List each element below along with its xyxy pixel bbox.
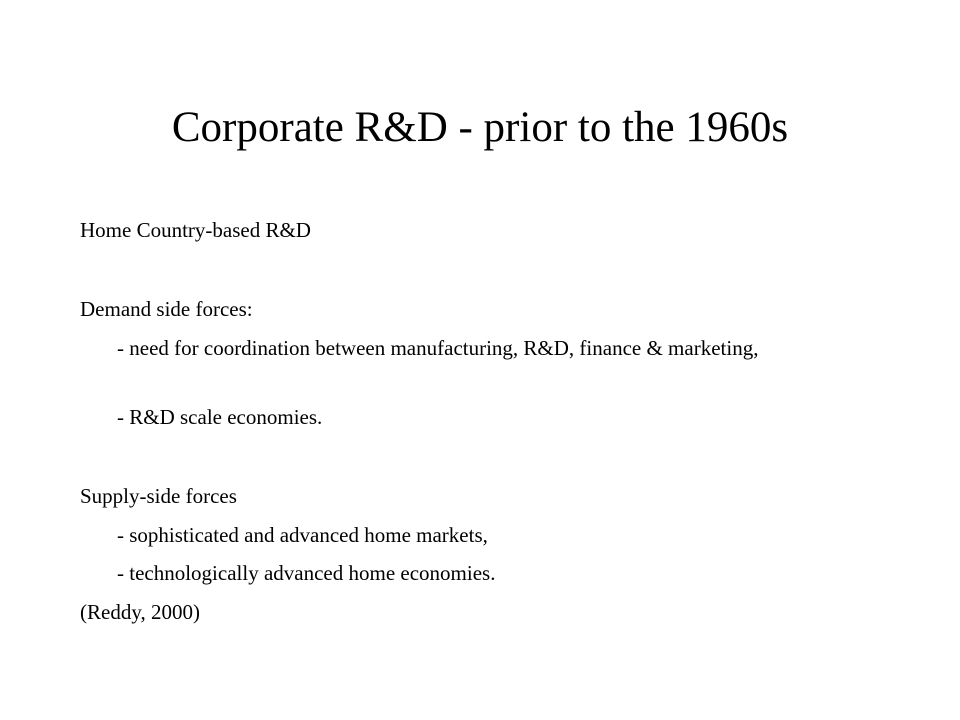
section-heading: Home Country-based R&D (80, 218, 311, 242)
slide-title: Corporate R&D - prior to the 1960s (171, 104, 789, 151)
citation: (Reddy, 2000) (80, 600, 200, 624)
demand-label: Demand side forces: (80, 297, 253, 321)
demand-item-scale: - R&D scale economies. (117, 405, 323, 429)
demand-item-coordination: - need for coordination between manufacturing, R&D, finance & marketing, (117, 336, 759, 360)
supply-item-economies: - technologically advanced home economies. (117, 561, 496, 585)
supply-item-markets: - sophisticated and advanced home markets, (117, 523, 488, 547)
supply-label: Supply-side forces (80, 484, 237, 508)
